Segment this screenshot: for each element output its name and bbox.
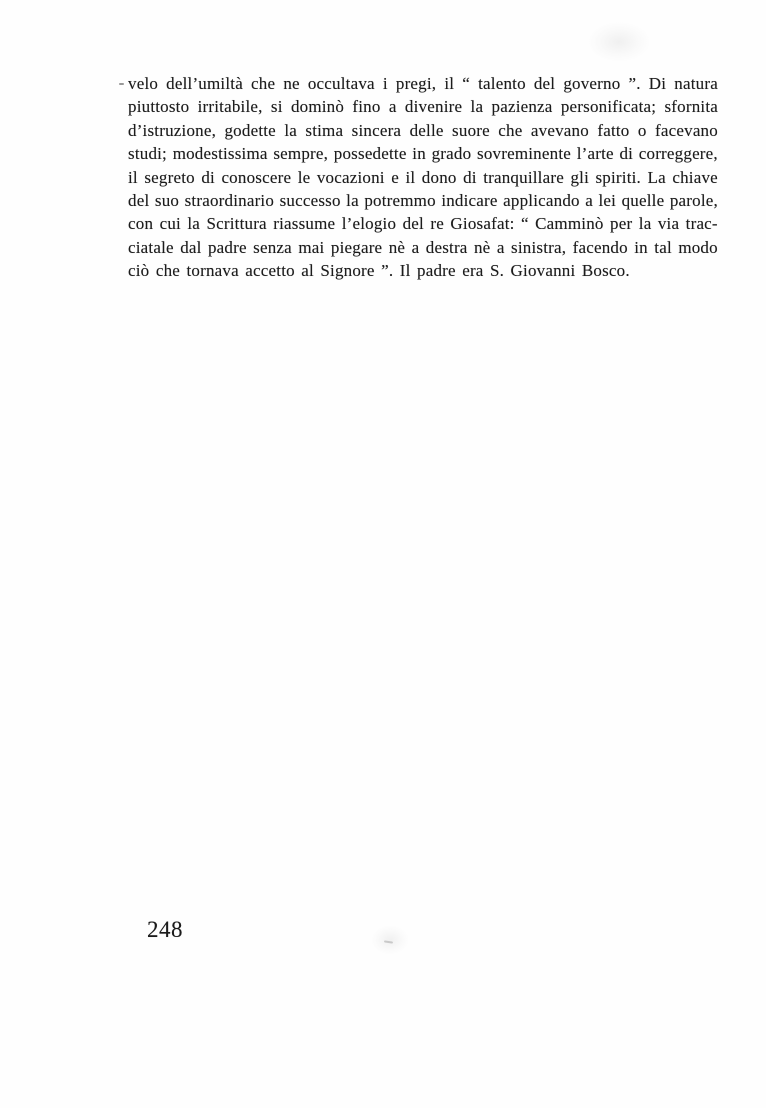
paragraph-line: studi; modestissima sempre, possedette in grado sovreminente l’arte di correggere,	[128, 144, 718, 164]
paragraph-line: velo dell’umiltà che ne occultava i pregi, il “ talento del governo ”. Di natura	[128, 74, 718, 93]
scan-smudge-artifact-bottom	[372, 926, 408, 954]
paragraph-line: piuttosto irritabile, si dominò fino a divenire la pazienza personificata; sfornita	[128, 97, 718, 117]
paragraph-line: ciò che tornava accetto al Signore ”. Il padre era S. Giovanni Bosco.	[128, 261, 630, 281]
scan-smudge-tick-artifact	[384, 940, 393, 943]
paragraph-line: del suo straordinario successo la potremmo indicare applicando a lei quelle parole,	[128, 190, 718, 210]
body-text-paragraph	[128, 72, 718, 283]
paragraph-line: il segreto di conoscere le vocazioni e il dono di tranquillare gli spiriti. La chiave	[128, 167, 718, 187]
scan-smudge-artifact-top	[588, 22, 650, 62]
paragraph-line: d’istruzione, godette la stima sincera delle suore che avevano fatto o facevano	[128, 120, 718, 140]
scan-speck-artifact	[119, 83, 124, 85]
paragraph-line: con cui la Scrittura riassume l’elogio del re Giosafat: “ Camminò per la via trac-	[128, 214, 718, 234]
paragraph-line: ciatale dal padre senza mai piegare nè a destra nè a sinistra, facendo in tal modo	[128, 237, 718, 257]
page-number: 248	[147, 917, 183, 942]
